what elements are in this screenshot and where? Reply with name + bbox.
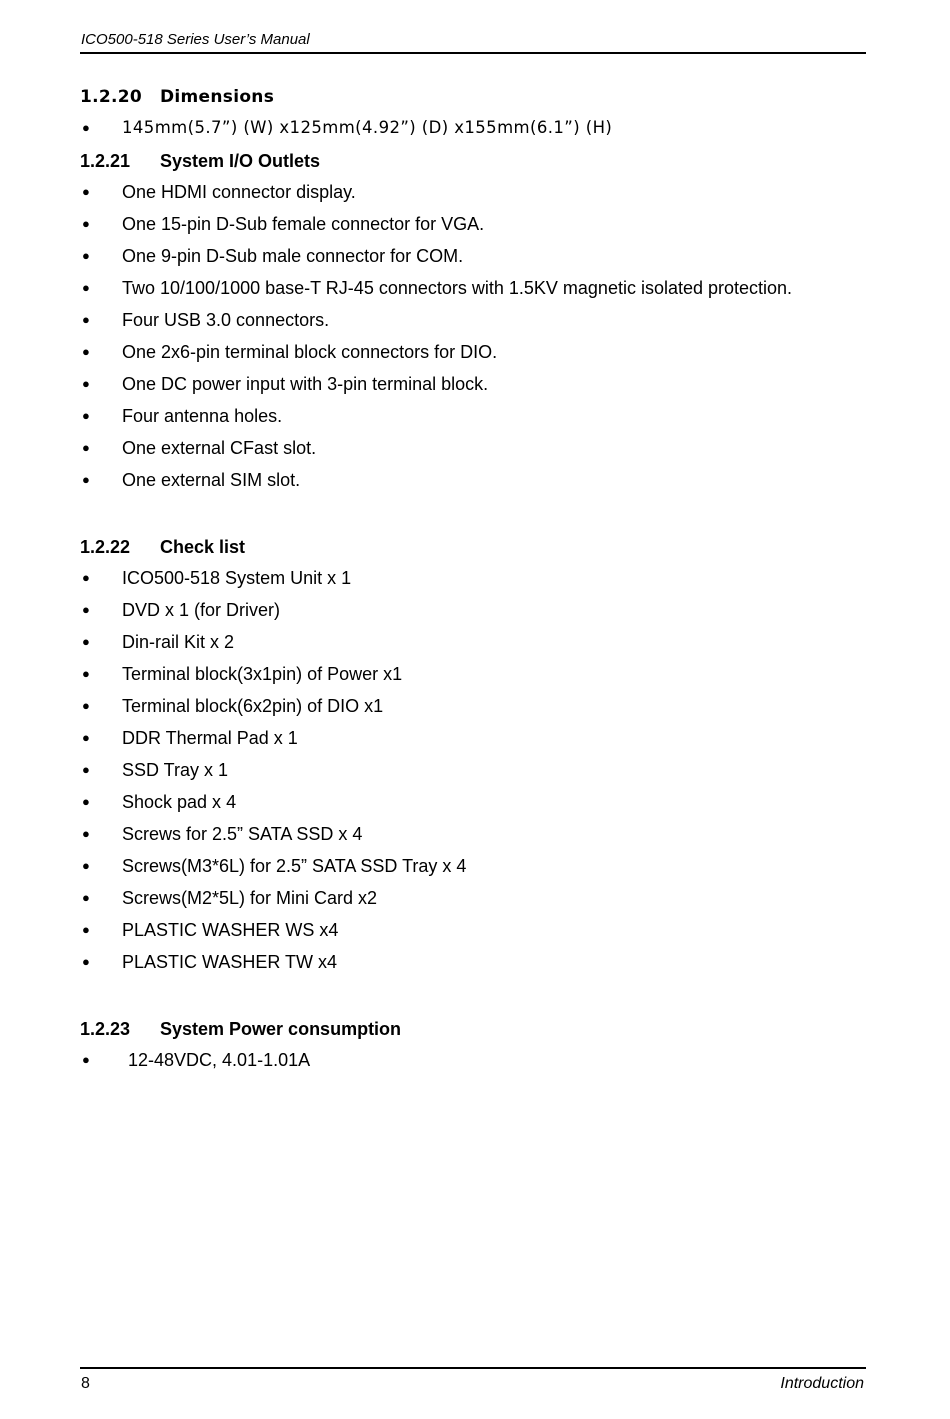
list-item [80,404,870,436]
bullet-icon: ● [82,858,90,873]
page-content [80,84,870,1080]
section-heading-power-consumption [80,1016,870,1048]
section-number: 1.2.23 [80,1019,131,1039]
page-number: 8 [81,1375,90,1392]
list-item-text: Shock pad x 4 [122,792,237,812]
list-item-text: 12-48VDC, 4.01-1.01A [128,1050,311,1070]
list-item-text: One 2x6-pin terminal block connectors for DIO. [122,342,498,362]
list-item [80,468,870,500]
list-item-text: One DC power input with 3-pin terminal block. [122,374,489,394]
bullet-icon: ● [82,184,90,199]
list-item-text: PLASTIC WASHER TW x4 [122,952,338,972]
list-item [80,854,870,886]
bullet-icon: ● [82,602,90,617]
list-item [80,758,870,790]
bullet-icon: ● [82,408,90,423]
list-item-text: One 15-pin D-Sub female connector for VGA. [122,214,485,234]
section-title: Check list [160,537,246,557]
list-item [80,630,870,662]
section-heading-dimensions [80,84,870,116]
section-number: 1.2.20 [80,87,143,107]
list-item-text: Terminal block(3x1pin) of Power x1 [122,664,403,684]
list-item [80,566,870,598]
list-item-text: Two 10/100/1000 base-T RJ-45 connectors with 1.5KV magnetic isolated protection. [122,278,793,298]
section-heading-check-list [80,534,870,566]
bullet-icon: ● [82,922,90,937]
bullet-icon: ● [82,890,90,905]
list-item-text: Screws for 2.5” SATA SSD x 4 [122,824,363,844]
list-item [80,276,870,308]
bullet-icon: ● [82,1052,90,1067]
list-item [80,436,870,468]
bullet-icon: ● [82,730,90,745]
list-item [80,116,870,148]
bullet-icon: ● [82,120,90,135]
list-item [80,244,870,276]
list-item-text: SSD Tray x 1 [122,760,229,780]
list-item-text: One HDMI connector display. [122,182,356,202]
list-item [80,372,870,404]
bullet-icon: ● [82,280,90,295]
bullet-icon: ● [82,634,90,649]
list-item-text: Screws(M2*5L) for Mini Card x2 [122,888,378,908]
list-item-text: Screws(M3*6L) for 2.5” SATA SSD Tray x 4 [122,856,467,876]
list-item [80,212,870,244]
bullet-icon: ● [82,440,90,455]
list-item-text: Four antenna holes. [122,406,283,426]
bullet-icon: ● [82,376,90,391]
footer-rule [80,1367,866,1369]
bullet-icon: ● [82,570,90,585]
running-header-title: ICO500-518 Series User’s Manual [81,31,310,48]
section-spacer [80,500,870,534]
section-title: System Power consumption [160,1019,402,1039]
list-item [80,918,870,950]
list-item [80,726,870,758]
list-item [80,950,870,982]
bullet-icon: ● [82,472,90,487]
list-item-text: ICO500-518 System Unit x 1 [122,568,352,588]
list-item [80,1048,870,1080]
bullet-icon: ● [82,762,90,777]
list-item [80,598,870,630]
list-item [80,180,870,212]
header-rule [80,52,866,54]
list-item-text: One external CFast slot. [122,438,317,458]
section-title: System I/O Outlets [160,151,321,171]
list-item-text: DDR Thermal Pad x 1 [122,728,298,748]
bullet-icon: ● [82,248,90,263]
list-item [80,886,870,918]
list-item-text: PLASTIC WASHER WS x4 [122,920,339,940]
list-item-text: 145mm(5.7”) (W) x125mm(4.92”) (D) x155mm(6.1”) (H) [122,118,613,137]
bullet-icon: ● [82,312,90,327]
list-item [80,822,870,854]
bullet-icon: ● [82,794,90,809]
bullet-icon: ● [82,666,90,681]
section-number: 1.2.21 [80,151,131,171]
list-item [80,340,870,372]
bullet-icon: ● [82,698,90,713]
bullet-icon: ● [82,344,90,359]
bullet-icon: ● [82,826,90,841]
list-item-text: Four USB 3.0 connectors. [122,310,330,330]
section-title: Dimensions [160,87,275,107]
list-item-text: Terminal block(6x2pin) of DIO x1 [122,696,384,716]
bullet-icon: ● [82,954,90,969]
list-item [80,790,870,822]
section-heading-system-io [80,148,870,180]
list-item [80,694,870,726]
section-number: 1.2.22 [80,537,131,557]
list-item-text: DVD x 1 (for Driver) [122,600,281,620]
list-item-text: One 9-pin D-Sub male connector for COM. [122,246,464,266]
footer-section-name: Introduction [780,1375,864,1392]
list-item-text: Din-rail Kit x 2 [122,632,235,652]
section-spacer [80,982,870,1016]
list-item [80,662,870,694]
list-item-text: One external SIM slot. [122,470,301,490]
bullet-icon: ● [82,216,90,231]
list-item [80,308,870,340]
